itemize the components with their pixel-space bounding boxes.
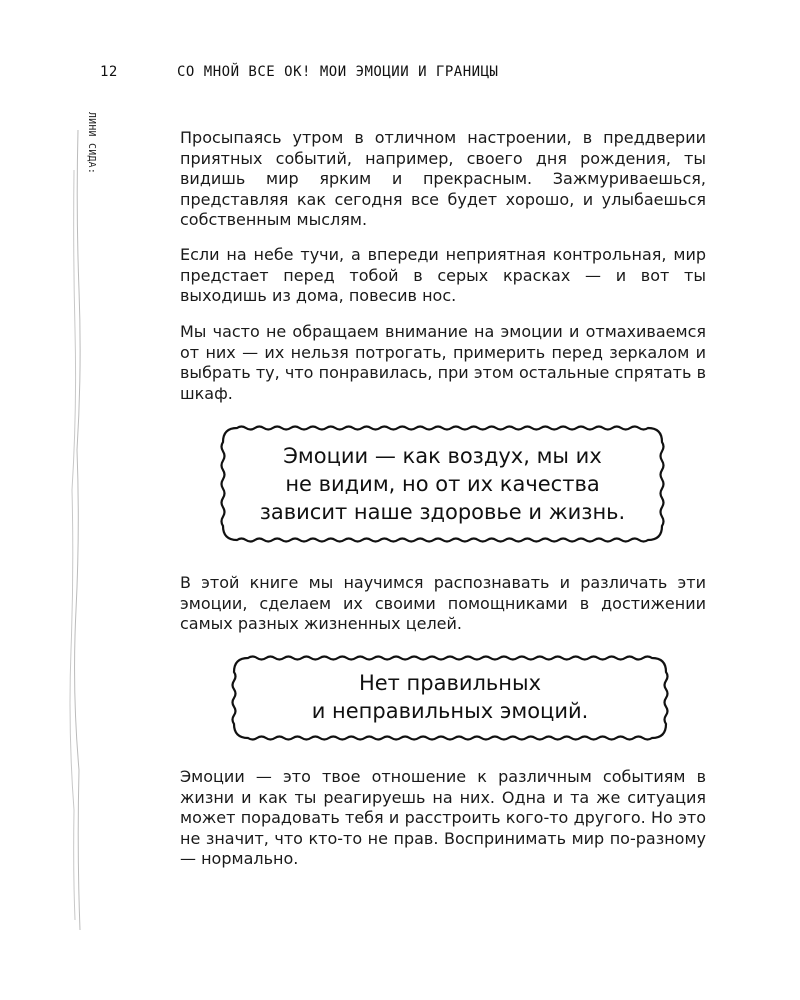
paragraph-morning-mood: Просыпаясь утром в отличном настроении, в преддверии приятных событий, например, своего дня рождения, ты видишь мир ярким и прекрасным. Зажмуриваешься, представляя как сегодня все будет хорошо, и улыбаешься собственным мыслям. [180, 128, 706, 229]
callout-emotions-like-air [215, 420, 670, 548]
callout-line: и неправильных эмоций. [311, 699, 589, 723]
running-title: СО МНОЙ ВСЕ ОК! МОИ ЭМОЦИИ И ГРАНИЦЫ [177, 64, 499, 80]
callout-line: Эмоции — как воздух, мы их [283, 444, 602, 468]
paragraph-cloudy-day: Если на небе тучи, а впереди неприятная контрольная, мир предстает перед тобой в серых красках — и вот ты выходишь из дома, повесив нос. [180, 245, 706, 305]
paragraph-book-purpose: В этой книге мы научимся распознавать и различать эти эмоции, сделаем их своими помощниками в достижении самых разных жизненных целей. [180, 573, 706, 633]
paragraph-emotions-definition: Эмоции — это твое отношение к различным событиям в жизни и как ты реагируешь на них. Одна и та же ситуация может порадовать тебя и расстроить кого-то другого. Но это не значит, что кто-то не прав. Воспринимать мир по-разному — нормально. [180, 767, 706, 868]
callout-no-wrong-emotions [226, 650, 674, 746]
margin-line [60, 130, 90, 930]
callout-line: не видим, но от их качества [285, 472, 600, 496]
callout-line: зависит наше здоровье и жизнь. [259, 500, 626, 524]
paragraph-ignoring-emotions: Мы часто не обращаем внимание на эмоции и отмахиваемся от них — их нельзя потрогать, примерить перед зеркалом и выбрать ту, что понравилась, при этом остальные спрятать в шкаф. [180, 322, 706, 403]
running-header [100, 64, 660, 84]
side-label: ЛИНИ СИДА: [86, 112, 97, 175]
page-number: 12 [100, 64, 118, 80]
callout-line: Нет правильных [358, 671, 542, 695]
